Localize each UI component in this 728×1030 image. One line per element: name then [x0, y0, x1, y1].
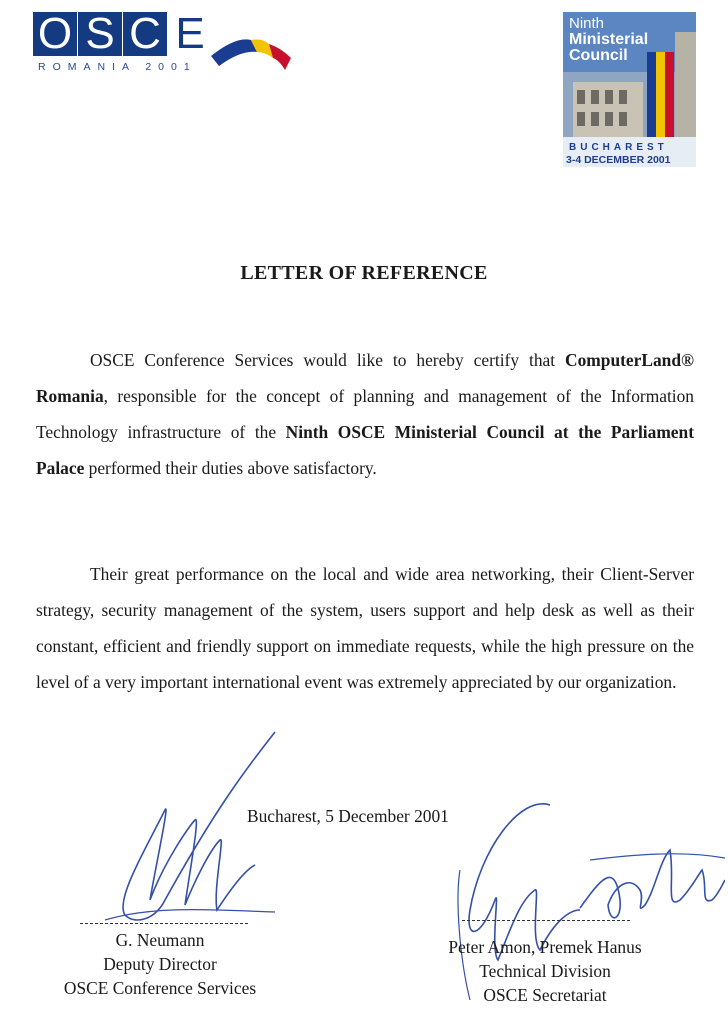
p1-text-3: performed their duties above satisfactory.: [84, 458, 377, 478]
paragraph-performance: Their great performance on the local and wide area networking, their Client-Server strategy, security management of the system, users support and help desk as well as their constant, efficient and friendly support on immediate requests, while the high pressure on the level of a very important international event was extremely appreciated by our organization.: [36, 564, 694, 692]
osce-letter-e: E: [168, 12, 212, 56]
ministerial-council-logo: [563, 12, 696, 167]
signatory-left-org: OSCE Conference Services: [63, 978, 257, 998]
handwritten-signature-neumann: [95, 730, 285, 930]
council-title-line2: Ministerial: [569, 31, 649, 48]
signatory-left-name: G. Neumann: [115, 930, 205, 950]
signatory-right-org: OSCE Secretariat: [483, 985, 607, 1005]
signatory-left: [30, 928, 290, 1000]
council-dates: 3-4 DECEMBER 2001: [566, 154, 671, 166]
letter-title: LETTER OF REFERENCE: [240, 262, 488, 284]
osce-romania-logo: [33, 9, 263, 92]
council-title-line1: Ninth: [569, 15, 605, 32]
signatory-right: [415, 935, 675, 1007]
council-title-line3: Council: [569, 47, 628, 64]
p1-event-name: Ninth OSCE Ministerial Council at the Parliament Palace: [36, 422, 694, 478]
p1-text-2: , responsible for the concept of planning and management of the Information Technology infrastructure of the: [36, 386, 694, 442]
signature-line-right: [462, 920, 630, 921]
osce-letter-c: C: [123, 12, 167, 56]
place-date: Bucharest, 5 December 2001: [247, 806, 449, 826]
osce-letter-o: O: [33, 12, 77, 56]
council-city: BUCHAREST: [569, 142, 668, 153]
signatory-left-role: Deputy Director: [103, 954, 217, 974]
romanian-flag-swoosh-icon: [211, 34, 291, 74]
p1-company-name: ComputerLand® Romania: [36, 350, 694, 406]
paragraph-certification: [36, 342, 694, 486]
osce-subtitle: ROMANIA 2001: [38, 61, 197, 73]
p1-text-1: OSCE Conference Services would like to hereby certify that: [90, 350, 566, 370]
osce-letter-s: S: [78, 12, 122, 56]
council-title: [569, 16, 648, 64]
signature-line-left: [80, 923, 248, 924]
signatory-right-name: Peter Amon, Premek Hanus: [448, 937, 642, 957]
signatory-right-role: Technical Division: [479, 961, 611, 981]
